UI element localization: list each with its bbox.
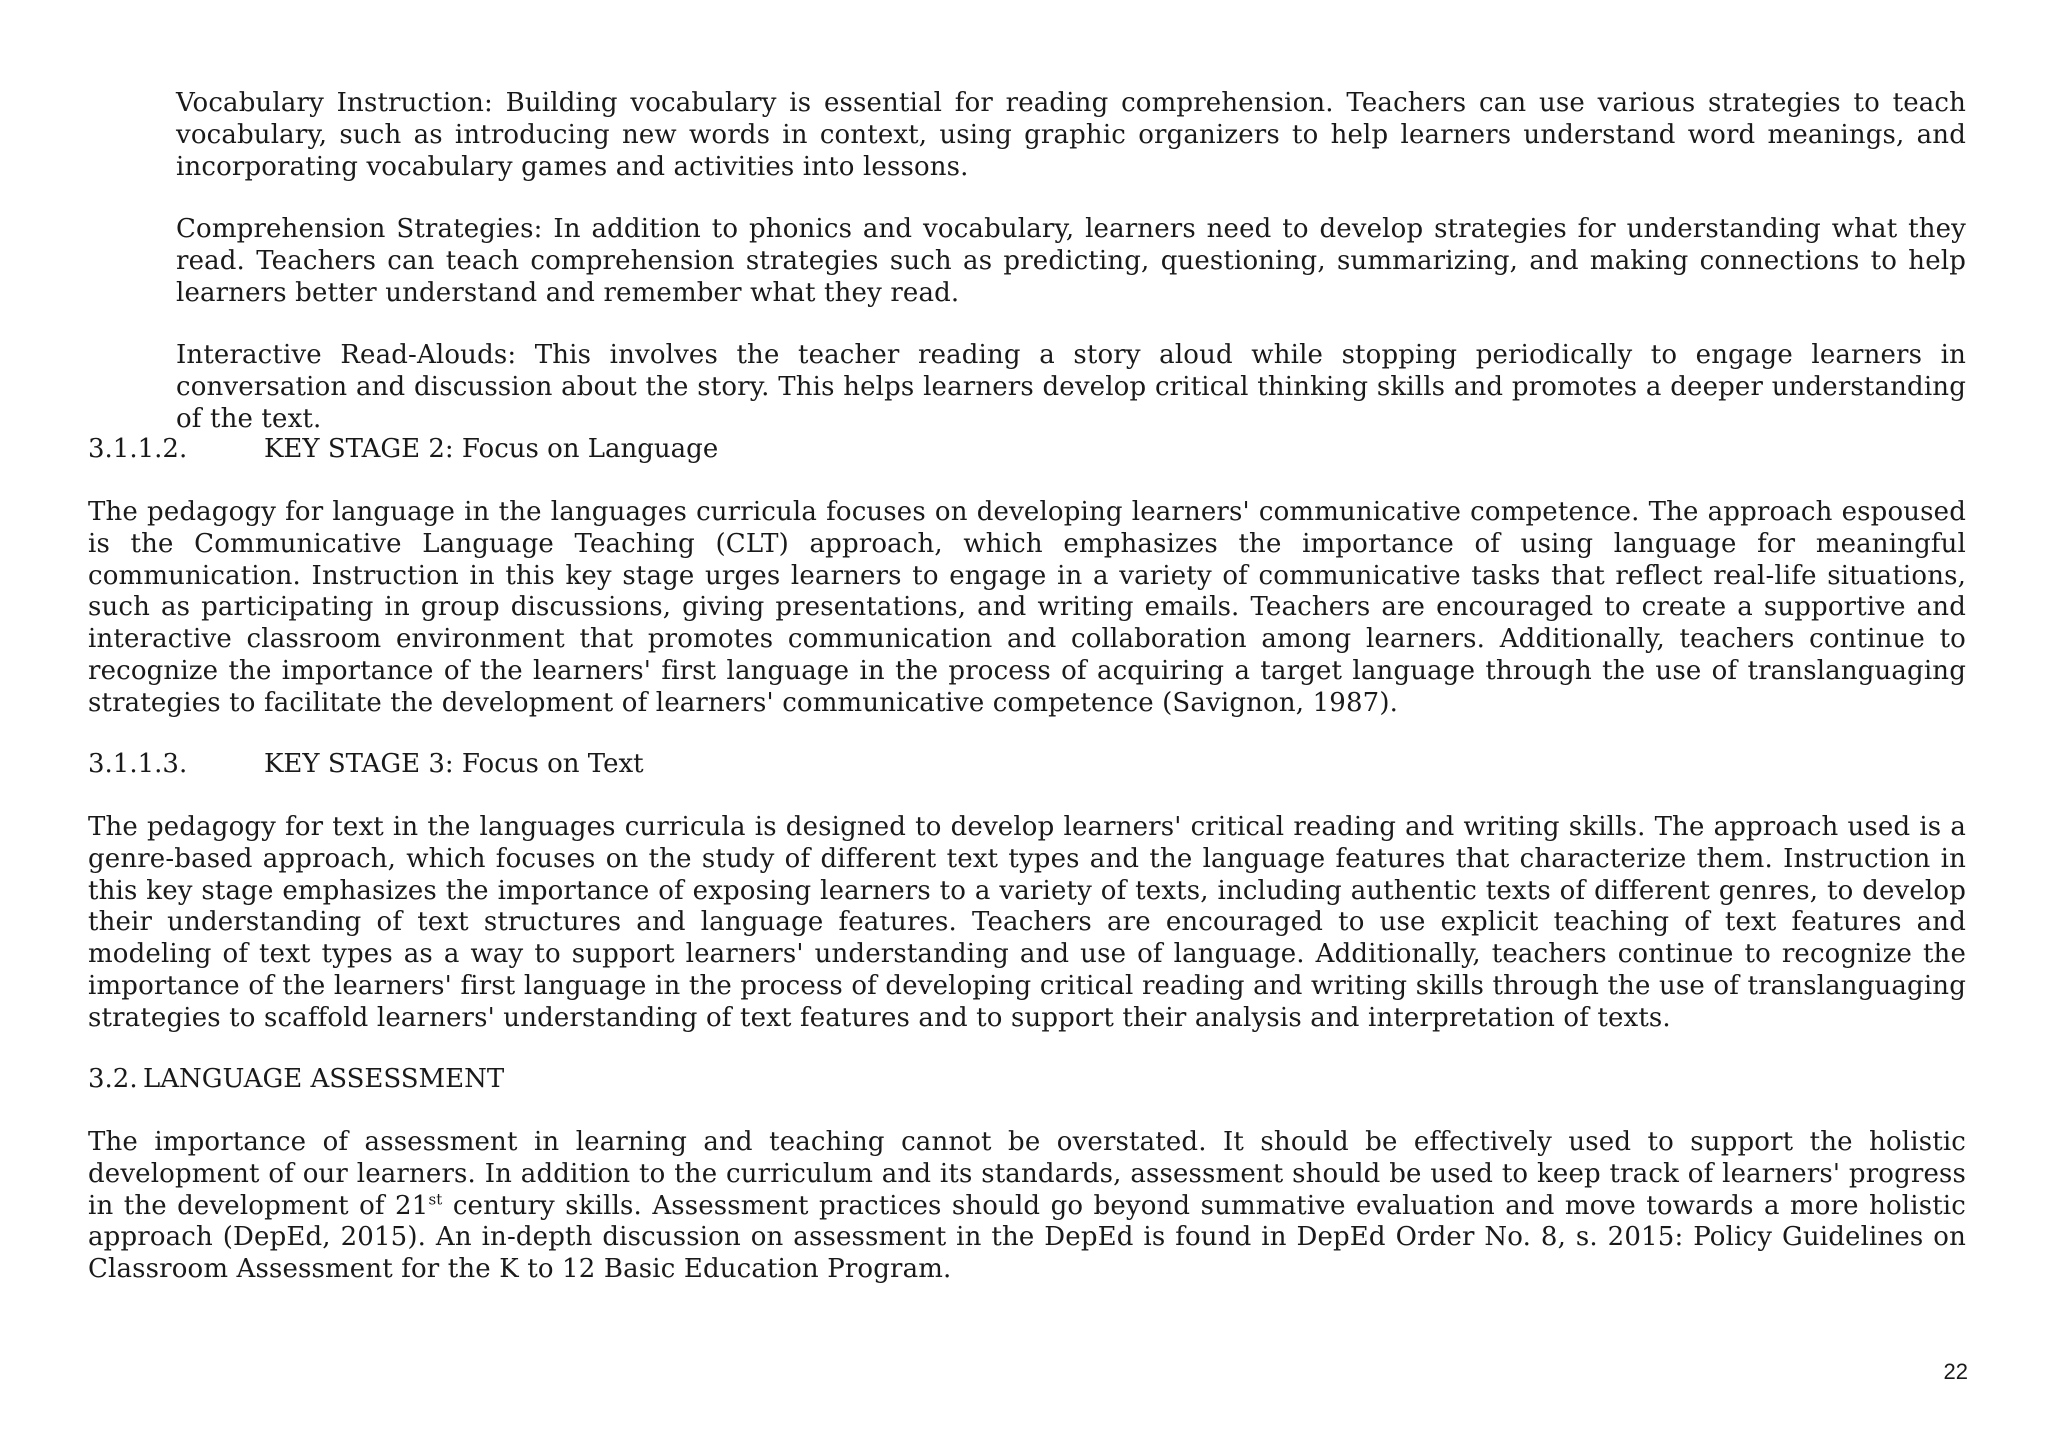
section-title: KEY STAGE 3: Focus on Text (264, 749, 644, 779)
assessment-text-part2: century skills. Assessment practices should go beyond summative evaluation and move towards a more holistic approach (DepEd, 2015). An in-depth discussion on assessment in the DepEd is found in DepEd Order No. 8, s. 2015: Policy Guidelines on Classroom Assessment for the K to 12 Basic Education Program. (88, 1190, 1966, 1285)
section-title: KEY STAGE 2: Focus on Language (264, 434, 719, 464)
paragraph-interactive-read-alouds: Interactive Read-Alouds: This involves the teacher reading a story aloud while stopping periodically to engage learners in conversation and discussion about the story. This helps learners develop critical thinking skills and promotes a deeper understanding of the text. (176, 340, 1966, 434)
paragraph-vocabulary-instruction: Vocabulary Instruction: Building vocabulary is essential for reading comprehension. Teachers can use various strategies to teach vocabulary, such as introducing new words in context, using graphic organizers to help learners understand word meanings, and incorporating vocabulary games and activities into lessons. (176, 88, 1966, 182)
page-number: 22 (1943, 1359, 1968, 1384)
section-number: 3.2. (88, 1064, 138, 1094)
ordinal-superscript: st (428, 1189, 443, 1208)
section-number: 3.1.1.2. (88, 434, 188, 464)
assessment-text-part1: The importance of assessment in learning and teaching cannot be overstated. It should be effectively used to support the holistic development of our learners. In addition to the curriculum and its standards, assessment should be used to keep track of learners' progress in the development of 21 (88, 1127, 1966, 1221)
paragraph-language-assessment (88, 1127, 1966, 1286)
paragraph-key-stage-3: The pedagogy for text in the languages curricula is designed to develop learners' critical reading and writing skills. The approach used is a genre-based approach, which focuses on the study of different text types and the language features that characterize them. Instruction in this key stage emphasizes the importance of exposing learners to a variety of texts, including authentic texts of different genres, to develop their understanding of text structures and language features. Teachers are encouraged to use explicit teaching of text features and modeling of text types as a way to support learners' understanding and use of language. Additionally, teachers continue to recognize the importance of the learners' first language in the process of developing critical reading and writing skills through the use of translanguaging strategies to scaffold learners' understanding of text features and to support their analysis and interpretation of texts. (88, 812, 1966, 1033)
section-number: 3.1.1.3. (88, 749, 188, 779)
section-heading-key-stage-3 (88, 749, 888, 781)
section-title: LANGUAGE ASSESSMENT (143, 1064, 505, 1094)
paragraph-comprehension-strategies: Comprehension Strategies: In addition to phonics and vocabulary, learners need to develop strategies for understanding what they read. Teachers can teach comprehension strategies such as predicting, questioning, summarizing, and making connections to help learners better understand and remember what they read. (176, 214, 1966, 308)
paragraph-key-stage-2: The pedagogy for language in the languages curricula focuses on developing learners' communicative competence. The approach espoused is the Communicative Language Teaching (CLT) approach, which emphasizes the importance of using language for meaningful communication. Instruction in this key stage urges learners to engage in a variety of communicative tasks that reflect real-life situations, such as participating in group discussions, giving presentations, and writing emails. Teachers are encouraged to create a supportive and interactive classroom environment that promotes communication and collaboration among learners. Additionally, teachers continue to recognize the importance of the learners' first language in the process of acquiring a target language through the use of translanguaging strategies to facilitate the development of learners' communicative competence (Savignon, 1987). (88, 497, 1966, 718)
section-heading-key-stage-2 (88, 434, 888, 466)
section-heading-language-assessment (88, 1064, 888, 1096)
